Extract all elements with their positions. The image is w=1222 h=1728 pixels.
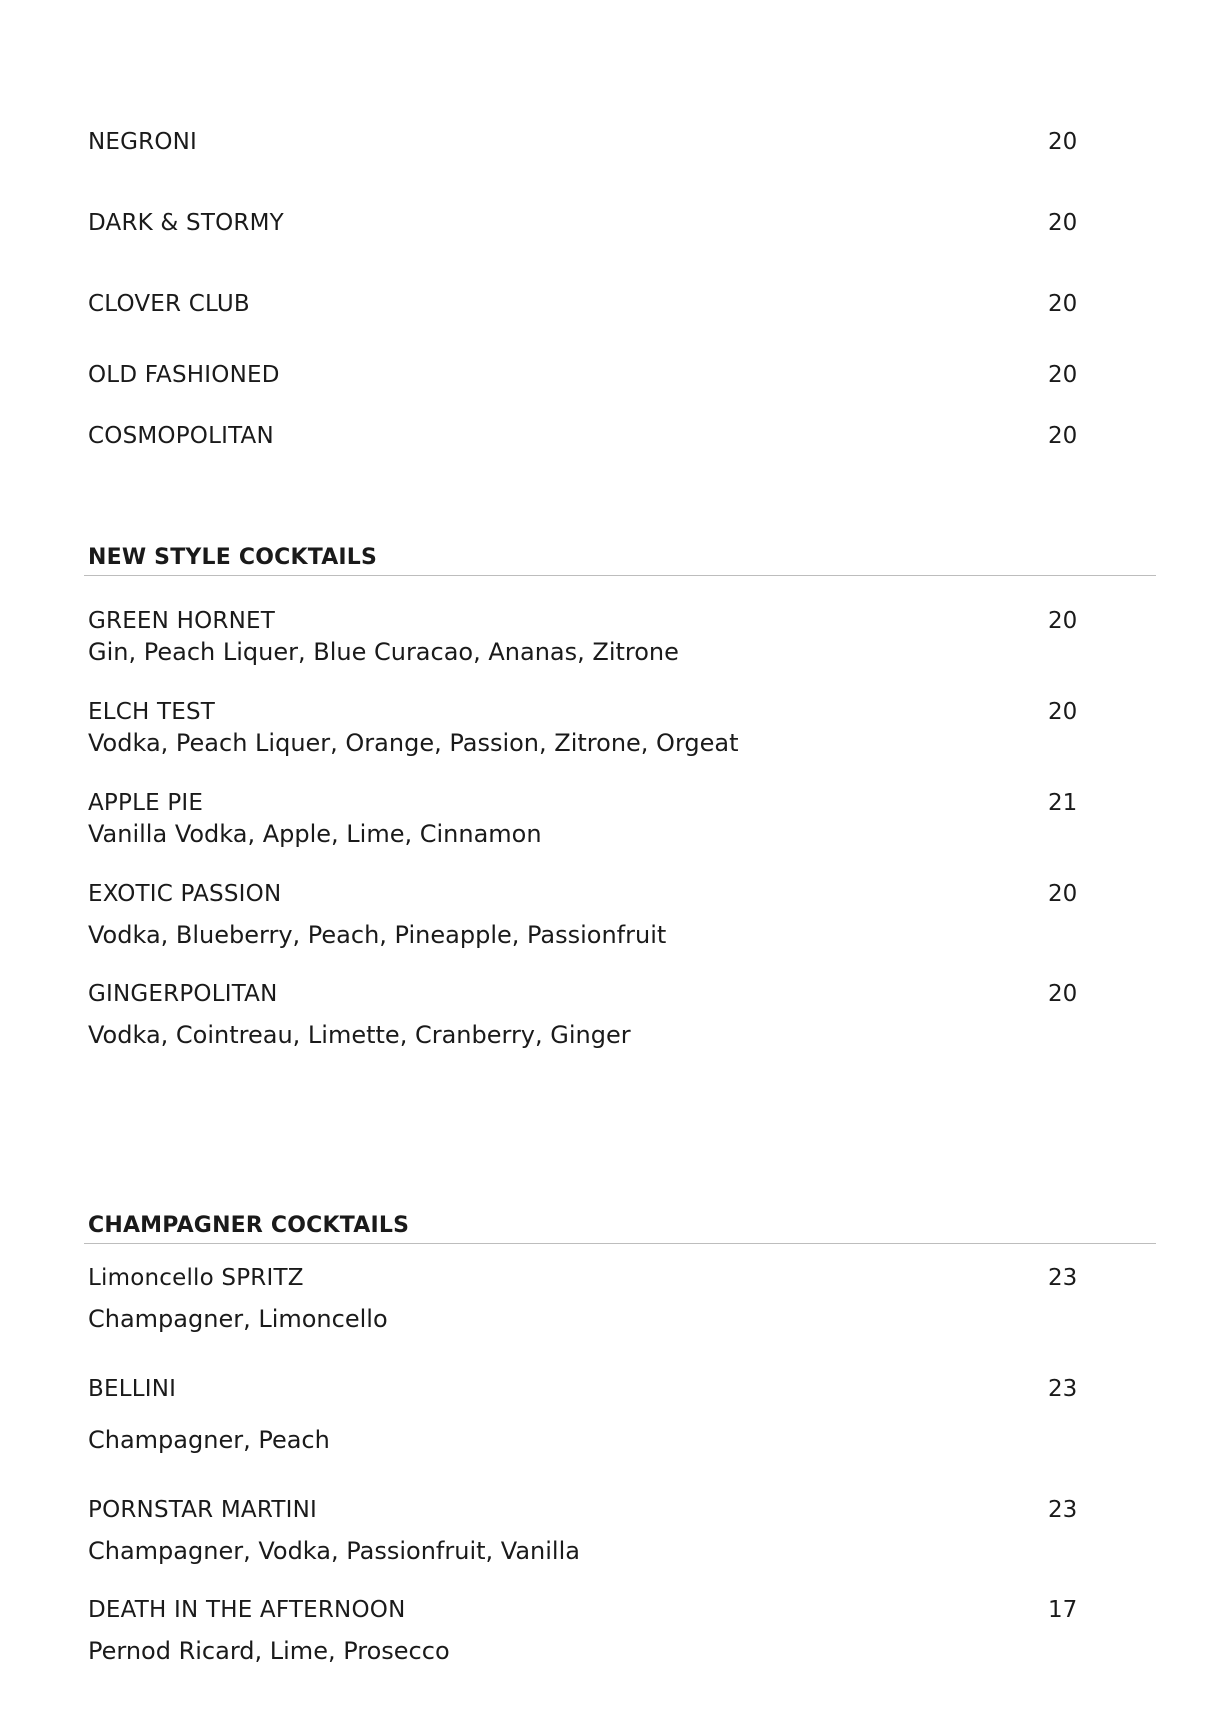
item-description: Vanilla Vodka, Apple, Lime, Cinnamon [88, 820, 542, 848]
item-price: 20 [1048, 608, 1078, 634]
item-name: COSMOPOLITAN [88, 423, 274, 449]
section-title-new-style: NEW STYLE COCKTAILS [88, 545, 378, 570]
item-description: Vodka, Blueberry, Peach, Pineapple, Passionfruit [88, 921, 667, 949]
item-price: 20 [1048, 129, 1078, 155]
item-price: 20 [1048, 981, 1078, 1007]
item-price: 20 [1048, 881, 1078, 907]
item-price: 20 [1048, 210, 1078, 236]
section-divider [84, 575, 1156, 576]
item-price: 20 [1048, 699, 1078, 725]
item-price: 20 [1048, 362, 1078, 388]
item-name: GINGERPOLITAN [88, 981, 278, 1007]
item-price: 23 [1048, 1376, 1078, 1402]
item-name: APPLE PIE [88, 790, 204, 816]
item-name: ELCH TEST [88, 699, 216, 725]
item-price: 20 [1048, 291, 1078, 317]
item-name: DARK & STORMY [88, 210, 284, 236]
item-name: NEGRONI [88, 129, 198, 155]
item-description: Vodka, Peach Liquer, Orange, Passion, Zitrone, Orgeat [88, 729, 739, 757]
item-name: BELLINI [88, 1376, 177, 1402]
item-name: GREEN HORNET [88, 608, 275, 634]
section-title-champagner: CHAMPAGNER COCKTAILS [88, 1213, 410, 1238]
item-description: Champagner, Limoncello [88, 1305, 388, 1333]
item-name: PORNSTAR MARTINI [88, 1497, 317, 1523]
item-price: 20 [1048, 423, 1078, 449]
item-price: 21 [1048, 790, 1078, 816]
item-name: OLD FASHIONED [88, 362, 280, 388]
item-description: Gin, Peach Liquer, Blue Curacao, Ananas, Zitrone [88, 638, 679, 666]
item-description: Champagner, Vodka, Passionfruit, Vanilla [88, 1537, 580, 1565]
item-description: Vodka, Cointreau, Limette, Cranberry, Ginger [88, 1021, 631, 1049]
item-name: DEATH IN THE AFTERNOON [88, 1597, 406, 1623]
item-price: 23 [1048, 1265, 1078, 1291]
item-description: Pernod Ricard, Lime, Prosecco [88, 1637, 450, 1665]
item-name: CLOVER CLUB [88, 291, 250, 317]
item-description: Champagner, Peach [88, 1426, 330, 1454]
section-divider [84, 1243, 1156, 1244]
item-price: 17 [1048, 1597, 1078, 1623]
item-name: Limoncello SPRITZ [88, 1265, 304, 1291]
item-name: EXOTIC PASSION [88, 881, 282, 907]
item-price: 23 [1048, 1497, 1078, 1523]
